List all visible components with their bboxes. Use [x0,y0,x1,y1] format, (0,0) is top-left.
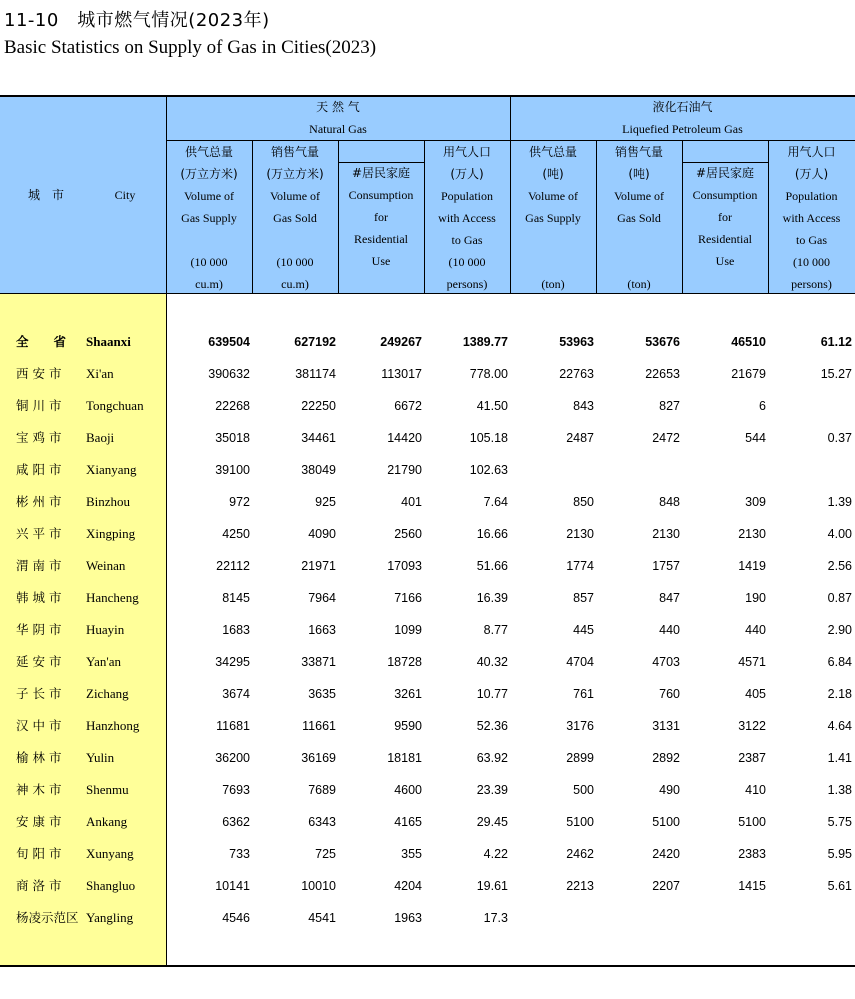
data-cell [686,454,766,486]
column-header-line: (吨) [542,167,564,181]
data-cell: 6362 [222,815,250,829]
data-cell: 1099 [394,623,422,637]
column-header-line: (万人) [450,167,484,181]
table-row [0,454,855,486]
data-cell: 2462 [566,847,594,861]
column-header-line: with Access [782,211,841,225]
data-cell: 1415 [738,879,766,893]
column-header-line: 销售气量 [270,145,319,159]
table-row [0,678,855,710]
data-cell: 1683 [222,623,250,637]
data-cell: 2.56 [827,559,852,573]
data-cell: 2387 [738,751,766,765]
city-name-cn: 华 阴 市 [16,622,62,637]
city-header-cn: 城 市 [27,188,64,202]
table-row [0,326,855,358]
data-cell: 500 [573,783,594,797]
data-cell: 440 [659,623,680,637]
city-name-en: Yangling [86,910,134,925]
data-cell: 1663 [308,623,336,637]
data-cell: 2560 [394,527,422,541]
lpg-group-cn: 液化石油气 [652,100,713,114]
column-header-line: Population [785,189,838,203]
data-cell: 1757 [652,559,680,573]
data-cell: 1389.77 [462,335,508,349]
data-cell: 2130 [566,527,594,541]
data-cell: 760 [659,687,680,701]
data-cell: 7166 [394,591,422,605]
data-cell: 627192 [294,335,336,349]
city-name-cn: 渭 南 市 [16,558,62,573]
column-header-line: (吨) [628,167,650,181]
data-cell: 639504 [208,335,250,349]
data-cell [600,902,680,934]
ng-group-cn: 天 然 气 [316,100,360,114]
data-cell: 2892 [652,751,680,765]
city-name-en: Yan'an [86,654,121,669]
data-cell: 46510 [731,335,766,349]
data-cell: 22653 [645,367,680,381]
data-cell: 33871 [301,655,336,669]
data-cell: 16.39 [476,591,508,605]
data-cell: 725 [315,847,336,861]
data-cell: 5.61 [827,879,852,893]
city-name-en: Shaanxi [86,334,131,349]
data-cell: 1774 [566,559,594,573]
city-name-en: Xianyang [86,462,137,477]
data-cell [772,902,852,934]
data-cell: 7693 [222,783,250,797]
data-cell: 21679 [731,367,766,381]
column-header-line: Consumption [692,188,758,202]
city-name-en: Hancheng [86,590,139,605]
data-cell: 1.41 [827,751,852,765]
data-cell: 925 [315,495,336,509]
column-header-line: (ton) [541,277,565,291]
data-cell: 6343 [308,815,336,829]
column-header-line: for [374,210,388,224]
data-cell [686,902,766,934]
data-cell: 22763 [559,367,594,381]
data-cell: 4.22 [483,847,508,861]
data-cell: 190 [745,591,766,605]
data-cell: 29.45 [476,815,508,829]
table-row [0,486,855,518]
data-cell: 3122 [738,719,766,733]
city-name-en: Shenmu [86,782,129,797]
city-name-cn: 宝 鸡 市 [16,430,62,445]
city-name-en: Binzhou [86,494,131,509]
data-cell: 405 [745,687,766,701]
table-row [0,518,855,550]
column-header-line: persons) [446,277,488,291]
city-name-cn: 铜 川 市 [16,398,62,413]
column-header-line: Residential [354,232,408,246]
data-cell: 3635 [308,687,336,701]
data-cell: 17093 [387,559,422,573]
city-name-en: Baoji [86,430,115,445]
column-header-line: #居民家庭 [695,166,755,180]
data-cell: 381174 [295,367,336,381]
column-header-line: (万人) [794,167,829,181]
column-header-line: 用气人口 [787,145,836,159]
table-row [0,902,855,934]
city-name-cn: 商 洛 市 [16,878,62,893]
city-name-cn: 咸 阳 市 [16,462,62,477]
data-cell: 9590 [394,719,422,733]
data-cell: 4.00 [827,527,852,541]
data-cell: 22250 [301,399,336,413]
data-cell: 22268 [215,399,250,413]
data-cell: 10.77 [476,687,508,701]
city-name-en: Zichang [86,686,129,701]
column-header-line: to Gas [796,233,827,247]
data-cell: 2383 [738,847,766,861]
data-cell: 733 [229,847,250,861]
city-name-en: Yulin [86,750,115,765]
page-title-en: Basic Statistics on Supply of Gas in Cities(2023) [4,37,377,58]
column-header-line: #居民家庭 [351,166,411,180]
table-row [0,422,855,454]
column-header-line: (10 000 [190,255,228,269]
data-cell: 61.12 [820,335,852,349]
city-name-cn: 西 安 市 [16,366,62,381]
table-row [0,646,855,678]
column-header-line: Volume of [269,189,321,203]
data-cell: 1419 [738,559,766,573]
data-cell [600,454,680,486]
data-cell: 3176 [566,719,594,733]
data-cell [772,390,852,422]
data-cell: 827 [659,399,680,413]
column-header-line: Volume of [613,189,665,203]
data-cell: 1.38 [827,783,852,797]
data-cell: 10141 [215,879,250,893]
data-cell: 6672 [394,399,422,413]
data-cell: 5.95 [827,847,852,861]
data-cell: 6.84 [827,655,852,669]
data-cell: 778.00 [469,367,508,381]
table-row [0,774,855,806]
data-cell: 34461 [301,431,336,445]
column-header-line: (10 000 [448,255,486,269]
table-row [0,838,855,870]
data-cell: 857 [573,591,594,605]
column-header-line: 用气人口 [442,145,491,159]
table-row [0,710,855,742]
data-cell: 40.32 [476,655,508,669]
data-cell: 848 [659,495,680,509]
data-cell: 7964 [308,591,336,605]
table-row [0,358,855,390]
data-cell: 5100 [652,815,680,829]
data-cell: 105.18 [469,431,508,445]
data-cell: 8.77 [483,623,508,637]
data-cell: 847 [659,591,680,605]
city-name-en: Ankang [86,814,128,829]
data-cell: 18181 [387,751,422,765]
column-header-line: persons) [791,277,832,291]
data-cell: 53676 [645,335,680,349]
table-row [0,806,855,838]
data-cell: 5100 [738,815,766,829]
data-cell: 2130 [652,527,680,541]
data-cell: 5.75 [827,815,852,829]
city-name-en: Xi'an [86,366,114,381]
data-cell: 51.66 [476,559,508,573]
data-cell: 5100 [566,815,594,829]
data-cell: 41.50 [476,399,508,413]
column-header-line: 供气总量 [184,145,233,159]
column-header-line: Use [715,254,735,268]
data-cell: 11661 [302,719,336,733]
data-cell [514,902,594,934]
column-header-line: Use [371,254,391,268]
data-cell: 4704 [566,655,594,669]
column-header-line: Gas Sold [617,211,661,225]
data-cell: 4600 [394,783,422,797]
data-cell: 4204 [394,879,422,893]
data-cell: 490 [659,783,680,797]
data-cell: 3131 [652,719,680,733]
city-name-en: Huayin [86,622,125,637]
city-name-cn: 彬 州 市 [16,494,62,509]
city-name-cn: 旬 阳 市 [16,846,62,861]
data-cell: 850 [573,495,594,509]
data-cell: 4090 [308,527,336,541]
city-name-en: Xunyang [86,846,134,861]
data-cell [772,454,852,486]
city-name-en: Xingping [86,526,136,541]
data-cell: 10010 [301,879,336,893]
data-cell: 38049 [301,463,336,477]
data-cell: 63.92 [476,751,508,765]
table-bottom-rule [0,965,855,967]
city-name-en: Weinan [86,558,126,573]
data-cell: 249267 [380,335,422,349]
city-name-cn: 延 安 市 [16,654,62,669]
data-cell: 23.39 [476,783,508,797]
data-cell: 4541 [308,911,336,925]
data-cell: 6 [759,399,766,413]
data-cell: 972 [229,495,250,509]
table-row [0,390,855,422]
data-cell: 52.36 [476,719,508,733]
data-cell: 309 [745,495,766,509]
data-cell: 22112 [216,559,250,573]
table-row [0,614,855,646]
data-cell: 390632 [208,367,250,381]
data-cell: 1.39 [827,495,852,509]
city-name-en: Hanzhong [86,718,140,733]
data-cell: 355 [401,847,422,861]
city-name-cn: 韩 城 市 [16,590,62,605]
data-cell: 2.18 [827,687,852,701]
data-cell: 2.90 [827,623,852,637]
table-row [0,742,855,774]
column-header-line: (万立方米) [266,167,324,181]
table-row [0,550,855,582]
data-cell: 2487 [566,431,594,445]
data-cell: 401 [401,495,422,509]
data-cell: 11681 [216,719,250,733]
city-header-en: City [114,188,136,202]
data-cell: 4250 [222,527,250,541]
data-cell: 410 [745,783,766,797]
data-cell: 2420 [652,847,680,861]
city-name-cn: 安 康 市 [16,814,62,829]
data-cell: 2213 [566,879,594,893]
data-cell [514,454,594,486]
data-cell: 19.61 [476,879,508,893]
data-cell: 15.27 [820,367,852,381]
data-cell: 0.87 [827,591,852,605]
city-name-cn: 汉 中 市 [16,718,62,733]
data-cell: 2899 [566,751,594,765]
data-cell: 3261 [394,687,422,701]
data-cell: 7.64 [483,495,508,509]
data-cell: 36169 [301,751,336,765]
column-header-line: Volume of [183,189,235,203]
column-header-line: Residential [698,232,752,246]
data-cell: 3674 [222,687,250,701]
data-cell: 16.66 [476,527,508,541]
data-cell: 21971 [301,559,336,573]
city-name-cn: 子 长 市 [16,686,62,701]
table-row [0,870,855,902]
data-cell: 113017 [381,367,422,381]
data-cell: 102.63 [469,463,508,477]
column-header-line: Volume of [527,189,579,203]
city-name-cn: 神 木 市 [16,782,62,797]
data-cell: 53963 [559,335,594,349]
data-cell: 445 [573,623,594,637]
data-cell: 4165 [394,815,422,829]
column-header-line: (万立方米) [180,167,238,181]
data-cell: 4546 [222,911,250,925]
data-cell: 21790 [387,463,422,477]
data-cell: 8145 [222,591,250,605]
data-cell: 761 [573,687,594,701]
column-header-line: with Access [438,211,496,225]
column-header-line: Gas Supply [181,211,237,225]
data-cell: 14420 [387,431,422,445]
data-cell: 2207 [652,879,680,893]
page-title-cn: 11-10 城市燃气情况(2023年) [4,10,270,31]
data-cell: 440 [745,623,766,637]
data-cell: 4571 [738,655,766,669]
data-cell: 7689 [308,783,336,797]
table-row [0,582,855,614]
city-name-en: Shangluo [86,878,136,893]
column-header-line: Gas Sold [273,211,317,225]
column-header-line: Population [440,189,493,203]
city-name-cn: 兴 平 市 [16,526,62,541]
lpg-group-en: Liquefied Petroleum Gas [622,122,743,136]
data-cell: 544 [745,431,766,445]
data-cell: 18728 [387,655,422,669]
column-header-line: 供气总量 [528,145,577,159]
data-cell: 1963 [394,911,422,925]
data-cell: 2130 [738,527,766,541]
data-cell: 4.64 [827,719,852,733]
data-cell: 0.37 [827,431,852,445]
city-name-cn: 榆 林 市 [16,750,62,765]
column-header-line: for [718,210,732,224]
data-cell: 36200 [215,751,250,765]
data-cell: 34295 [215,655,250,669]
column-header-line: Gas Supply [525,211,581,225]
data-cell: 17.3 [483,911,508,925]
data-cell: 4703 [652,655,680,669]
column-header-line: (ton) [627,277,651,291]
column-header-line: (10 000 [793,255,830,269]
column-header-line: cu.m) [195,277,223,291]
column-header-line: cu.m) [281,277,309,291]
data-cell: 843 [573,399,594,413]
column-header-line: 销售气量 [614,145,663,159]
city-name-cn: 杨凌示范区 [16,910,79,925]
data-cell: 35018 [215,431,250,445]
column-header-line: (10 000 [276,255,314,269]
ng-group-en: Natural Gas [309,122,367,136]
city-name-cn: 全 省 [16,334,67,349]
data-cell: 2472 [652,431,680,445]
city-name-en: Tongchuan [86,398,144,413]
data-cell: 39100 [215,463,250,477]
column-header-line: Consumption [348,188,414,202]
column-header-line: to Gas [451,233,483,247]
